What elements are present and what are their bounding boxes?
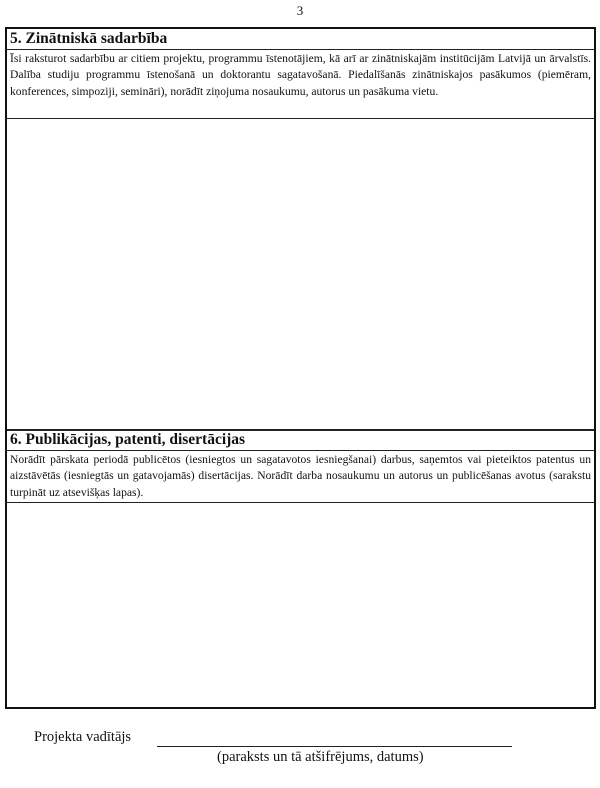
signature-caption: (paraksts un tā atšifrējums, datums) [217,749,424,765]
section-6-content-field[interactable] [7,504,594,704]
page-number: 3 [296,3,304,18]
form-box [5,27,596,709]
divider [7,118,594,119]
divider [7,450,594,451]
section-6-title: 6. Publikācijas, patenti, disertācijas [10,431,246,448]
divider [7,49,594,50]
section-5-content-field[interactable] [7,120,594,426]
section-5-title: 5. Zinātniskā sadarbība [10,30,168,47]
divider [7,502,594,503]
section-5-description: Īsi raksturot sadarbību ar citiem projektu, programmu īstenotājiem, kā arī ar zinātniskajām institūcijām Latvijā un ārvalstīs. Dalība studiju programmu īstenošanā un doktorantu sagatavošanā. Piedalīšanās zinātniskajos pasākumos (piemēram, konferences, simpoziji, semināri), norādīt ziņojuma nosaukumu, autorus un pasākuma vietu. [10,52,591,98]
signature-line[interactable] [157,746,512,747]
section-6-description: Norādīt pārskata periodā publicētos (iesniegtos un sagatavotos iesniegšanai) darbus, saņemtos vai pieteiktos patentus un aizstāvētās (iesniegtās un gatavojamās) disertācijas. Norādīt darba nosaukumu un autorus un publicēšanas avotus (sarakstu turpināt uz atsevišķas lapas). [10,453,591,499]
signature-label: Projekta vadītājs [34,729,132,745]
